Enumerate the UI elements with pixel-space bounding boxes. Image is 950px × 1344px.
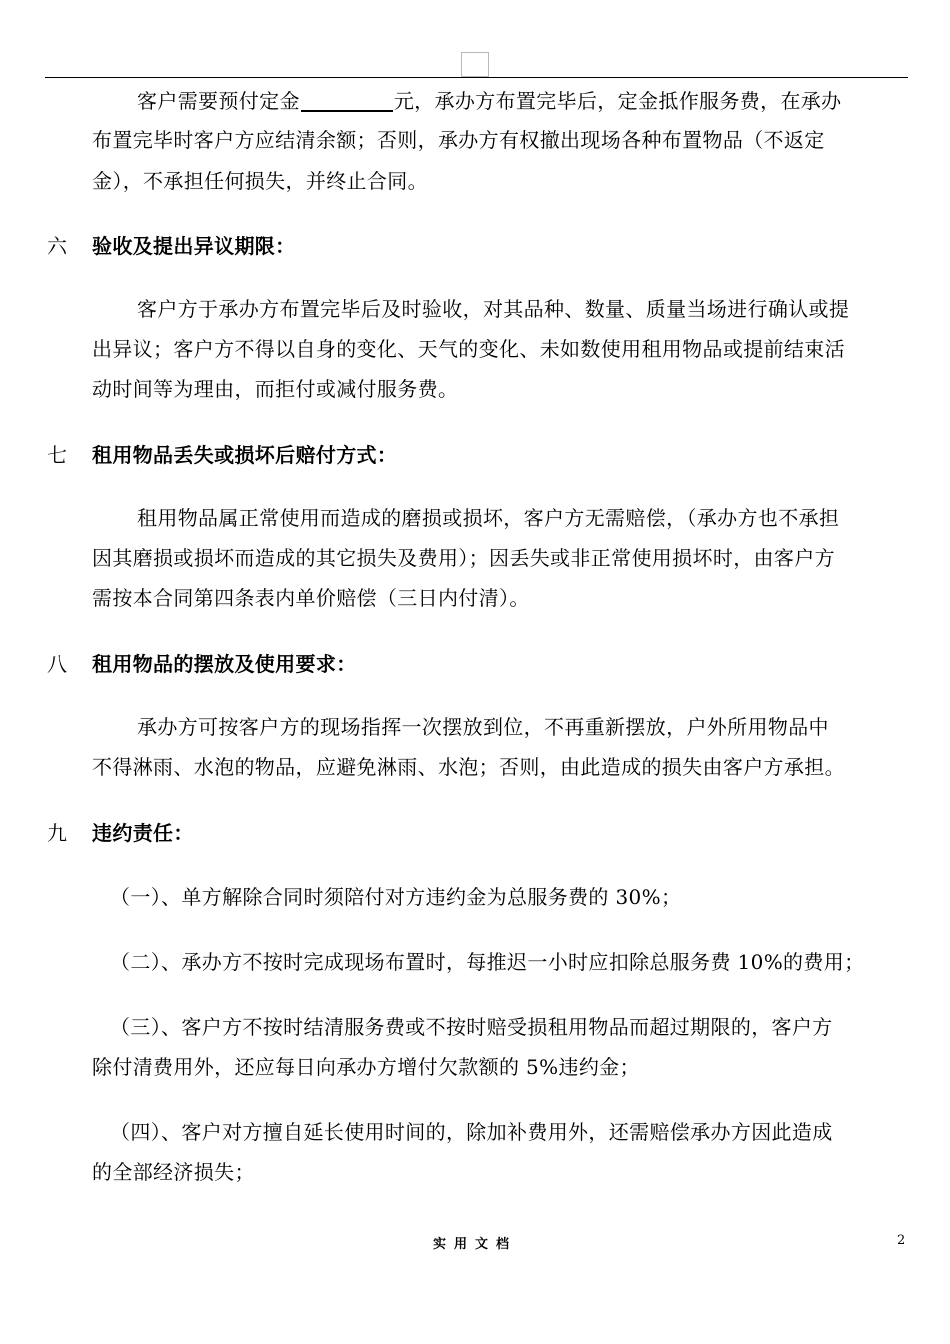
section-8-heading: 租用物品的摆放及使用要求：: [92, 652, 357, 676]
deposit-paragraph-line-3: 金），不承担任何损失，并终止合同。: [92, 169, 428, 193]
section-7-line-1: 租用物品属正常使用而造成的磨损或损坏，客户方无需赔偿，（承办方也不承担: [137, 506, 840, 530]
breach-clause-4-line-2: 的全部经济损失；: [92, 1160, 255, 1184]
header-rule: [45, 77, 908, 78]
breach-clause-3-line-1: （三）、客户方不按时结清服务费或不按时赔受损租用物品而超过期限的，客户方: [110, 1015, 833, 1039]
deposit-paragraph-line-1: [137, 89, 842, 113]
footer-label: 实用文档: [432, 1237, 517, 1252]
section-7-number: 七: [47, 443, 67, 467]
section-6-line-3: 动时间等为理由，而拒付或减付服务费。: [92, 377, 459, 401]
breach-clause-4-line-1: （四）、客户对方擅自延长使用时间的，除加补费用外，还需赔偿承办方因此造成: [110, 1120, 833, 1144]
breach-clause-3-line-2: 除付清费用外，还应每日向承办方增付欠款额的 5%违约金；: [92, 1055, 640, 1079]
section-6-line-1: 客户方于承办方布置完毕后及时验收，对其品种、数量、质量当场进行确认或提: [137, 297, 850, 321]
section-8-line-1: 承办方可按客户方的现场指挥一次摆放到位，不再重新摆放，户外所用物品中: [137, 715, 829, 739]
section-8-number: 八: [47, 652, 67, 676]
section-7-line-3: 需按本合同第四条表内单价赔偿（三日内付清）。: [92, 586, 530, 610]
deposit-text-after-blank: 元，承办方布置完毕后，定金抵作服务费，在承办: [393, 89, 842, 113]
section-7-heading: 租用物品丢失或损坏后赔付方式：: [92, 443, 398, 467]
deposit-text-before-blank: 客户需要预付定金: [137, 89, 300, 113]
header-placeholder-box: [461, 52, 489, 77]
deposit-paragraph-line-2: 布置完毕时客户方应结清余额；否则，承办方有权撤出现场各种布置物品（不返定: [92, 128, 825, 152]
section-8-line-2: 不得淋雨、水泡的物品，应避免淋雨、水泡；否则，由此造成的损失由客户方承担。: [92, 755, 845, 779]
section-9-heading: 违约责任：: [92, 821, 194, 845]
breach-clause-2: （二）、承办方不按时完成现场布置时，每推迟一小时应扣除总服务费 10%的费用；: [110, 950, 865, 974]
page-number: 2: [897, 1233, 906, 1248]
section-7-line-2: 因其磨损或损坏而造成的其它损失及费用）；因丢失或非正常使用损坏时，由客户方: [92, 546, 835, 570]
breach-clause-1: （一）、单方解除合同时须陪付对方违约金为总服务费的 30%；: [110, 885, 682, 909]
section-9-number: 九: [47, 821, 67, 845]
deposit-amount-blank: [301, 90, 393, 112]
section-6-heading: 验收及提出异议期限：: [92, 234, 296, 258]
section-6-line-2: 出异议；客户方不得以自身的变化、天气的变化、未如数使用租用物品或提前结束活: [92, 337, 845, 361]
section-6-number: 六: [47, 234, 67, 258]
